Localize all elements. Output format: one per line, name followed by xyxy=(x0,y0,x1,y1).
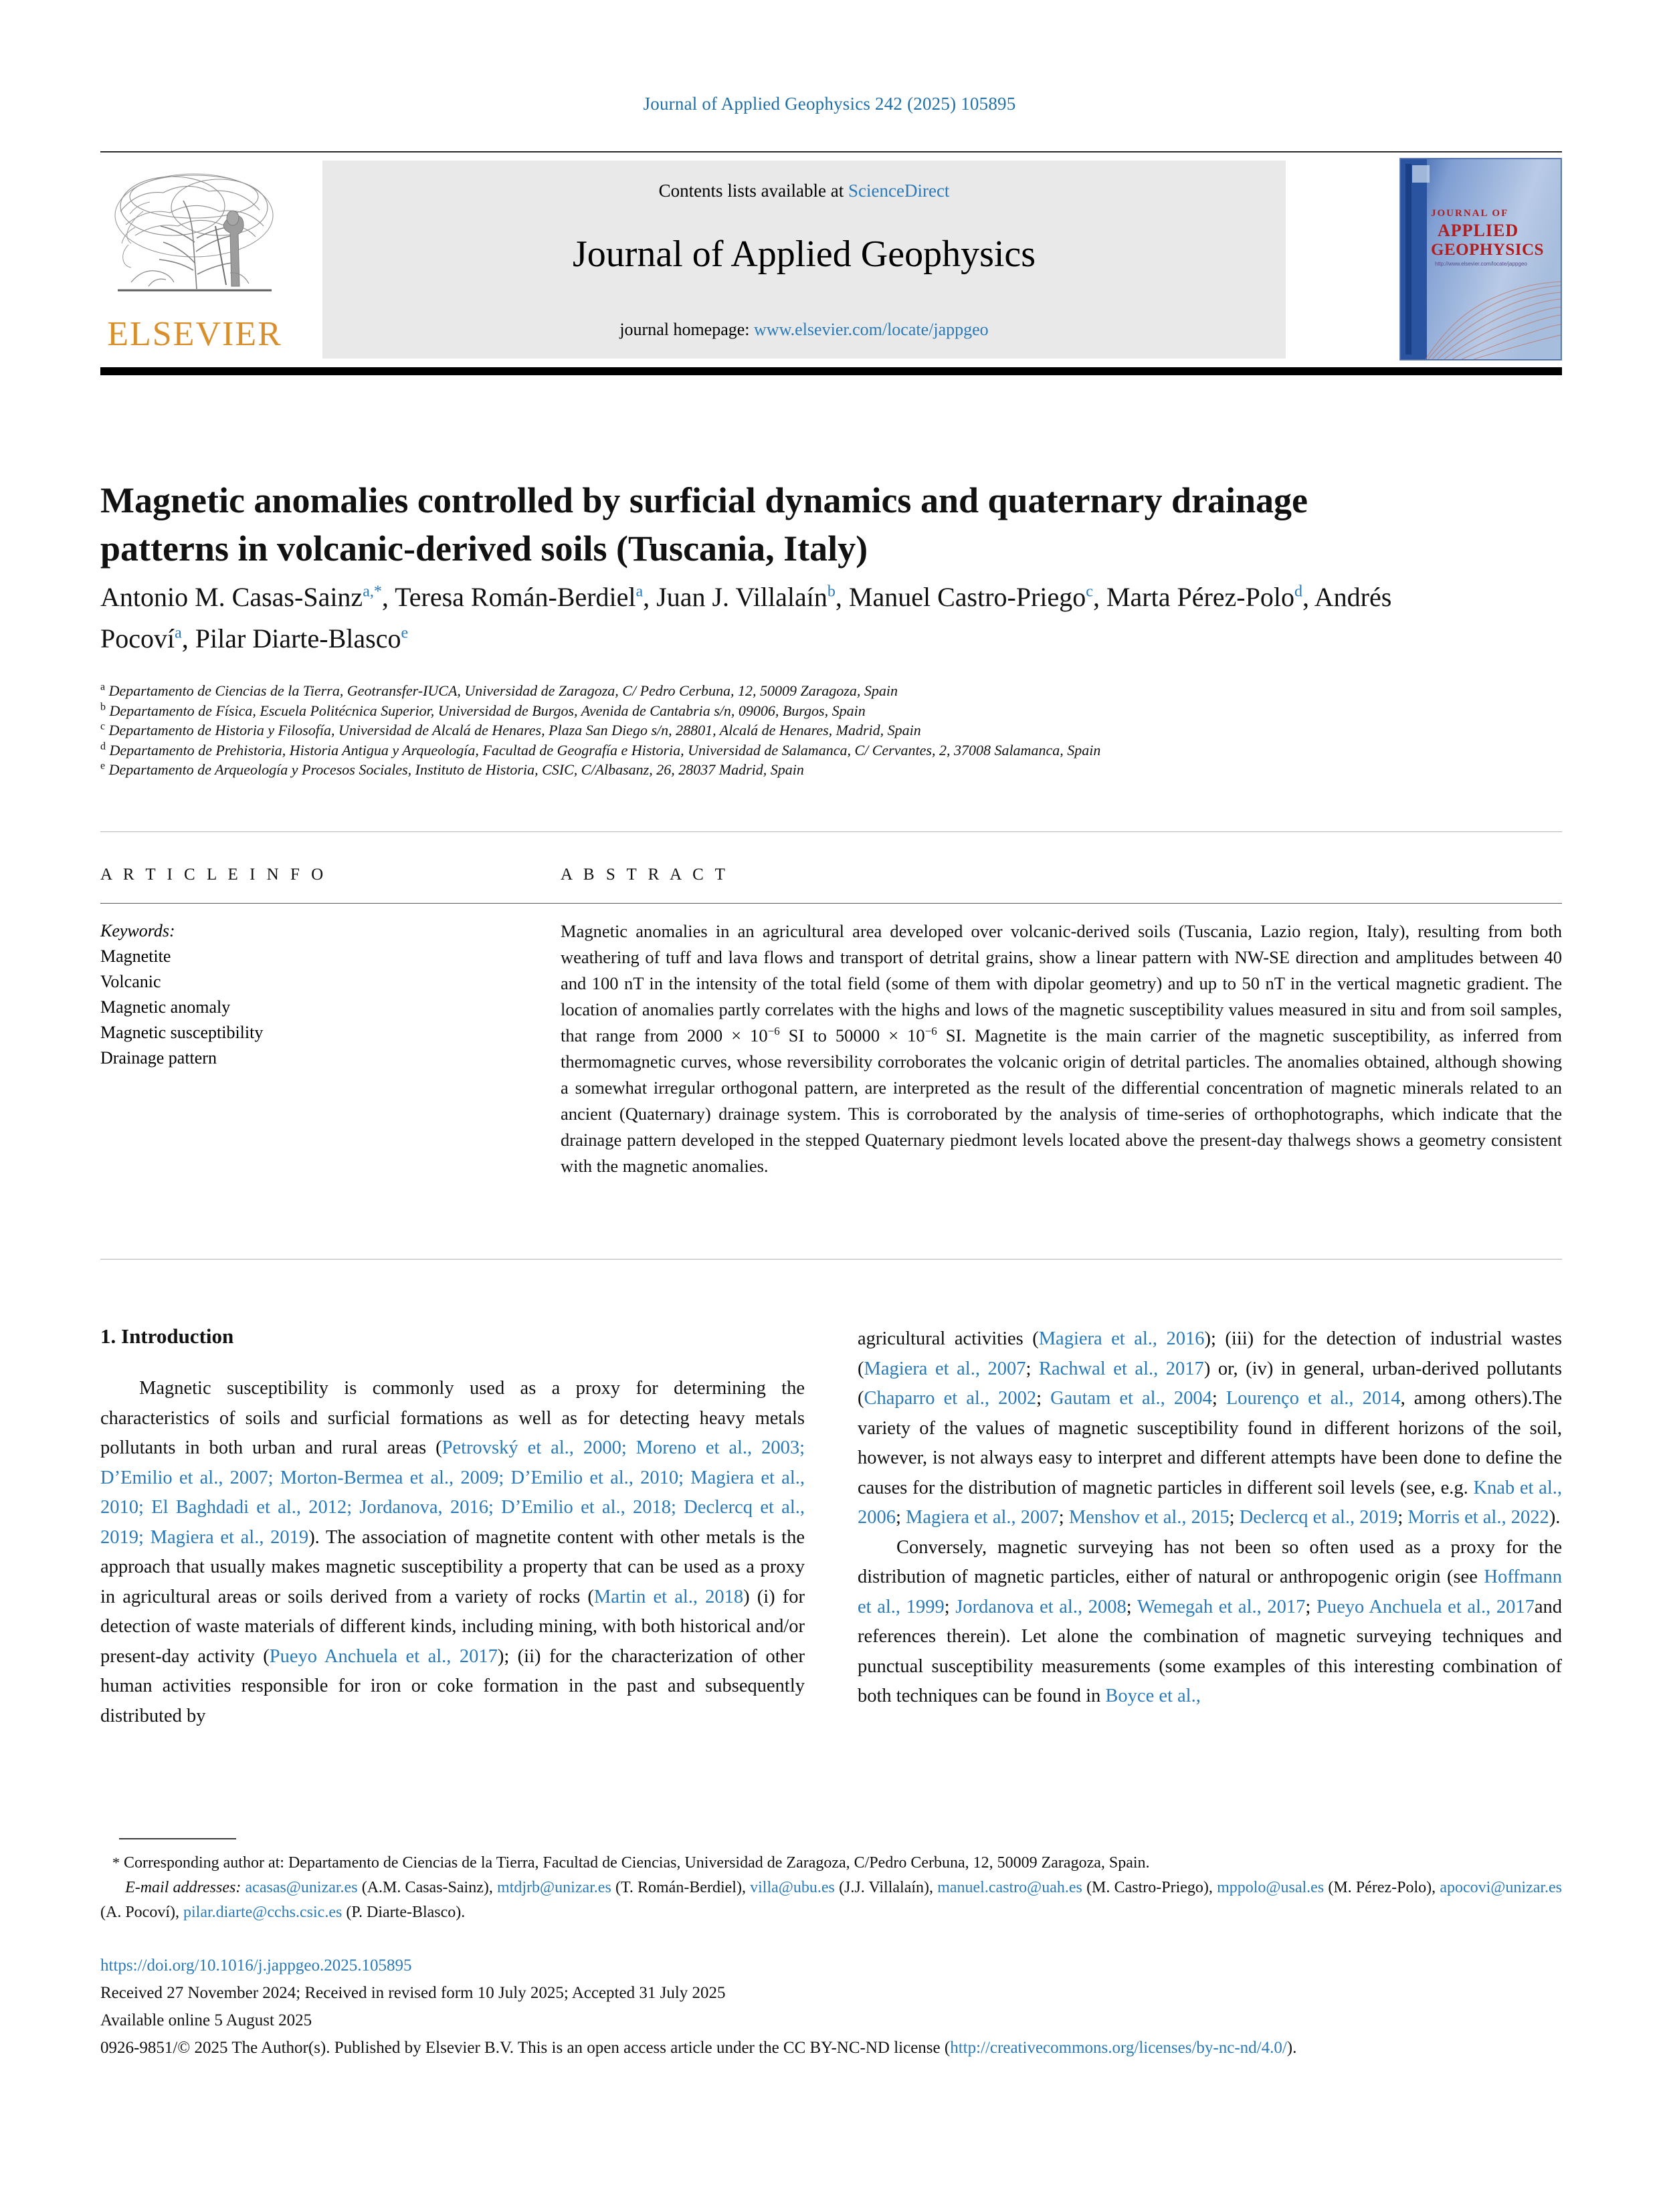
author[interactable]: Manuel Castro-Priego$^c$ xyxy=(848,582,1093,612)
text-run: and references therein). Let alone the combination of magnetic surveying techniques and punctual susceptibility measurements (some examples of this interesting combination of both techniques can be found in xyxy=(858,1596,1563,1706)
email-addresses-note xyxy=(100,1876,1562,1925)
copyright-license-line xyxy=(100,2034,1562,2062)
abstract-mid-1: SI to 50000 xyxy=(779,1025,889,1045)
abstract-block-bottom-rule xyxy=(100,1259,1562,1260)
contents-available-line xyxy=(322,181,1286,201)
text-run: ; xyxy=(1229,1507,1240,1528)
affiliation-mark: c xyxy=(100,720,106,732)
sciencedirect-link[interactable]: ScienceDirect xyxy=(848,181,950,201)
keyword-item: Magnetic susceptibility xyxy=(100,1023,264,1042)
abstract-part-2: SI. Magnetite is the main carrier of the magnetic susceptibility, as inferred from thermomagnetic curves, whose reversibility corroborates the volcanic origin of detrital particles. The anomalies obtained, although showing a somewhat irregular orthogonal pattern, are interpreted as the result of the differential concentration of magnetic minerals related to an ancient (Quaternary) drainage system. This is corroborated by the analysis of time-series of orthophotographs, which indicate that the drainage pattern developed in the stepped Quaternary piedmont levels located above the present-day thalwegs shows a geometry consistent with the magnetic anomalies. xyxy=(561,1025,1562,1176)
affiliation-text: Departamento de Prehistoria, Historia Antigua y Arqueología, Facultad de Geografía e Historia, Universidad de Salamanca, C/ Cervantes, 2, 37008 Salamanca, Spain xyxy=(109,741,1101,759)
citation-link[interactable]: Gautam et al., 2004 xyxy=(1050,1388,1212,1409)
email-link[interactable]: villa@ubu.es xyxy=(750,1879,835,1896)
article-info-heading: A R T I C L E I N F O xyxy=(100,866,327,884)
email-link[interactable]: pilar.diarte@cchs.csic.es xyxy=(183,1904,343,1921)
masthead-band xyxy=(322,161,1286,359)
corresponding-author-text: Corresponding author at: Departamento de Ciencias de la Tierra, Facultad de Ciencias, Universidad de Zaragoza, C/Pedro Cerbuna, 12, 50009 Zaragoza, Spain. xyxy=(120,1854,1150,1872)
abstract-sci-1: × $10^{-6}$ xyxy=(731,1025,780,1045)
svg-text:APPLIED: APPLIED xyxy=(1438,221,1519,240)
text-run: agricultural activities ( xyxy=(858,1328,1039,1349)
author[interactable]: Antonio M. Casas-Sainz$^{a,*}$ xyxy=(100,582,382,612)
abstract-heading: A B S T R A C T xyxy=(561,866,729,884)
text-run: ); (iii) for the detection of industrial wastes ( xyxy=(858,1328,1562,1379)
affiliation-text: Departamento de Física, Escuela Politécnica Superior, Universidad de Burgos, Avenida de Cantabria s/n, 09006, Burgos, Spain xyxy=(109,702,866,719)
copyright-closing: ). xyxy=(1286,2039,1297,2057)
citation-link[interactable]: Pueyo Anchuela et al., 2017 xyxy=(1316,1596,1535,1617)
affiliation-text: Departamento de Arqueología y Procesos Sociales, Instituto de Historia, CSIC, C/Albasanz, 26, 28037 Madrid, Spain xyxy=(108,761,804,778)
journal-homepage-link[interactable]: www.elsevier.com/locate/jappgeo xyxy=(754,320,989,339)
author[interactable]: Teresa Román-Berdiel$^a$ xyxy=(395,582,644,612)
abstract-divider xyxy=(561,903,1562,904)
author[interactable]: Pilar Diarte-Blasco$^e$ xyxy=(195,623,409,653)
author[interactable]: Marta Pérez-Polo$^d$ xyxy=(1106,582,1302,612)
journal-homepage-line xyxy=(322,320,1286,340)
section-heading-introduction: 1. Introduction xyxy=(100,1324,234,1348)
text-run: ; xyxy=(1058,1507,1069,1528)
keywords-block xyxy=(100,918,562,1071)
email-owner: (T. Román-Berdiel), xyxy=(611,1879,751,1896)
keyword-item: Volcanic xyxy=(100,972,161,991)
article-info-column xyxy=(100,866,562,1071)
masthead-top-rule xyxy=(100,151,1562,153)
affiliation xyxy=(100,701,1505,721)
citation-link[interactable]: Rachwal et al., 2017 xyxy=(1039,1358,1204,1379)
citation-link[interactable]: Magiera et al., 2007 xyxy=(864,1358,1026,1379)
paragraph xyxy=(858,1533,1562,1712)
author[interactable]: Andrés Pocoví$^a$ xyxy=(100,582,1392,653)
text-run: ; xyxy=(1126,1596,1137,1617)
email-owner: (A. Pocoví), xyxy=(100,1904,183,1921)
abstract-sci-2: × $10^{-6}$ xyxy=(888,1025,937,1045)
keyword-item: Magnetite xyxy=(100,946,171,966)
citation-link[interactable]: Chaparro et al., 2002 xyxy=(864,1388,1037,1409)
citation-link[interactable]: Petrovský et al., 2000; Moreno et al., 2003; D’Emilio et al., 2007; Morton-Bermea et al., 2009; D’Emilio et al., 2010; Magiera et al., 2010; El Baghdadi et al., 2012; Jordanova, 2016; D’Emilio et al., 2018; Declercq et al., 2019; Magiera et al., 2019 xyxy=(100,1437,805,1548)
email-link[interactable]: acasas@unizar.es xyxy=(245,1879,358,1896)
email-owner: (A.M. Casas-Sainz), xyxy=(357,1879,498,1896)
affiliation-mark: d xyxy=(100,740,106,752)
text-run: Conversely, magnetic surveying has not been so often used as a proxy for the distribution of magnetic particles, either of natural or anthropogenic origin (see xyxy=(858,1536,1562,1587)
email-link[interactable]: mtdjrb@unizar.es xyxy=(497,1879,611,1896)
article-info-divider xyxy=(100,903,562,904)
email-addresses-label: E-mail addresses: xyxy=(125,1879,241,1896)
text-run: ); (ii) for the characterization of other human activities responsible for iron or coke formation in the past and subsequently distributed by xyxy=(100,1645,805,1726)
affiliation xyxy=(100,681,1505,701)
affiliation xyxy=(100,720,1505,740)
corresponding-author-marker: * xyxy=(112,1854,120,1871)
received-dates: Received 27 November 2024; Received in revised form 10 July 2025; Accepted 31 July 2025 xyxy=(100,1984,726,2002)
email-owner: (J.J. Villalaín), xyxy=(834,1879,938,1896)
contents-prefix: Contents lists available at xyxy=(658,181,849,201)
email-link[interactable]: manuel.castro@uah.es xyxy=(937,1879,1082,1896)
citation-link[interactable]: Declercq et al., 2019 xyxy=(1239,1507,1398,1528)
citation-link[interactable]: Knab et al., 2006 xyxy=(858,1477,1562,1528)
citation-link[interactable]: Morris et al., 2022 xyxy=(1407,1507,1549,1528)
running-head: Journal of Applied Geophysics 242 (2025) 105895 xyxy=(643,94,1016,114)
text-run: Magnetic susceptibility is commonly used as a proxy for determining the characteristics of soils and surficial formations as well as for detecting heavy metals pollutants in both urban and rural areas ( xyxy=(100,1378,805,1458)
email-owner: (M. Pérez-Polo), xyxy=(1324,1879,1440,1896)
text-run: ; xyxy=(896,1507,906,1528)
text-run: ). The association of magnetite content with other metals is the approach that usually makes magnetic susceptibility a property that can be used as a proxy in agricultural areas or soils derived from a variety of rocks ( xyxy=(100,1526,805,1607)
text-run: ; xyxy=(1211,1388,1226,1409)
email-link[interactable]: mppolo@usal.es xyxy=(1217,1879,1325,1896)
keyword-item: Magnetic anomaly xyxy=(100,997,231,1017)
masthead-bottom-bar xyxy=(100,367,1562,375)
citation-link[interactable]: Menshov et al., 2015 xyxy=(1068,1507,1230,1528)
citation-link[interactable]: Pueyo Anchuela et al., 2017 xyxy=(269,1645,498,1667)
citation-link[interactable]: Wemegah et al., 2017 xyxy=(1137,1596,1306,1617)
citation-link[interactable]: Martin et al., 2018 xyxy=(593,1586,744,1607)
elsevier-logo xyxy=(100,161,291,359)
text-run: ) (i) for detection of waste materials of different kinds, including mining, with both historical and/or present-day activity ( xyxy=(100,1586,805,1667)
text-run: ). xyxy=(1549,1507,1561,1528)
affiliation-mark: a xyxy=(100,681,106,693)
citation-link[interactable]: Magiera et al., 2007 xyxy=(906,1507,1059,1528)
homepage-prefix: journal homepage: xyxy=(619,320,755,339)
journal-title: Journal of Applied Geophysics xyxy=(572,233,1036,275)
affiliation xyxy=(100,740,1505,761)
elsevier-tree-icon xyxy=(108,163,281,312)
doi-link[interactable]: https://doi.org/10.1016/j.jappgeo.2025.105895 xyxy=(100,1956,412,1975)
page-title: Magnetic anomalies controlled by surficial dynamics and quaternary drainage patterns in volcanic-derived soils (Tuscania, Italy) xyxy=(100,480,1308,569)
journal-masthead xyxy=(100,158,1562,359)
affiliation-mark: e xyxy=(100,760,106,772)
text-run: ; xyxy=(1026,1358,1040,1379)
text-run: ; xyxy=(1036,1388,1051,1409)
available-online-date: Available online 5 August 2025 xyxy=(100,2011,312,2029)
citation-link[interactable]: Boyce et al., xyxy=(1105,1686,1201,1706)
text-run: ; xyxy=(944,1596,956,1617)
footnote-rule xyxy=(119,1838,236,1839)
body-column-left xyxy=(100,1374,805,1731)
elsevier-wordmark: ELSEVIER xyxy=(107,315,282,353)
text-run: ) or, (iv) in general, urban-derived pollutants ( xyxy=(858,1358,1562,1409)
paragraph xyxy=(100,1374,805,1731)
affiliation xyxy=(100,760,1505,780)
keywords-label: Keywords: xyxy=(100,921,175,940)
citation-link[interactable]: Jordanova et al., 2008 xyxy=(955,1596,1127,1617)
journal-cover-thumbnail xyxy=(1399,158,1562,361)
author-list: Antonio M. Casas-Sainz$^{a,*}$, Teresa Román-Berdiel$^a$, Juan J. Villalaín$^b$, Manuel Castro-Priego$^c$, Marta Pérez-Polo$^d$, Andrés Pocoví$^a$, Pilar Diarte-Blasco$^e$ xyxy=(100,582,1392,653)
text-run: , among others).The variety of the values of magnetic susceptibility found in different horizons of the soil, however, is not always easy to interpret and different attempts have been done to define the causes for the distribution of magnetic particles in different soil levels (see, e.g. xyxy=(858,1388,1563,1498)
svg-text:JOURNAL OF: JOURNAL OF xyxy=(1431,208,1509,219)
abstract-text xyxy=(561,918,1562,1179)
citation-link[interactable]: Lourenço et al., 2014 xyxy=(1226,1388,1401,1409)
paragraph xyxy=(858,1324,1562,1533)
email-link[interactable]: apocovi@unizar.es xyxy=(1440,1879,1563,1896)
footnotes-block xyxy=(100,1850,1562,1925)
abstract-part-1: Magnetic anomalies in an agricultural area developed over volcanic-derived soils (Tuscania, Lazio region, Italy), resulting from both weathering of tuff and lava flows and transport of detrital grains, show a linear pattern with NW-SE direction and amplitudes between 40 and 100 nT in the intensity of the total field (some of them with dipolar geometry) and up to 50 nT in the vertical magnetic gradient. The location of anomalies partly correlates with the highs and lows of the magnetic susceptibility values measured in situ and from soil samples, that range from 2000 xyxy=(561,921,1562,1045)
citation-link[interactable]: Hoffmann et al., 1999 xyxy=(858,1567,1562,1617)
svg-text:http://www.elsevier.com/locate: http://www.elsevier.com/locate/jappgeo xyxy=(1435,261,1527,267)
corresponding-author-note xyxy=(100,1850,1562,1876)
publication-info-block xyxy=(100,1952,1562,2062)
svg-text:GEOPHYSICS: GEOPHYSICS xyxy=(1431,241,1544,259)
citation-link[interactable]: Magiera et al., 2016 xyxy=(1038,1328,1205,1349)
email-owner: (M. Castro-Priego), xyxy=(1082,1879,1217,1896)
email-owner: (P. Diarte-Blasco). xyxy=(342,1904,466,1921)
affiliation-list xyxy=(100,681,1505,780)
affiliation-mark: b xyxy=(100,701,106,713)
keyword-item: Drainage pattern xyxy=(100,1048,217,1068)
affiliation-text: Departamento de Ciencias de la Tierra, Geotransfer-IUCA, Universidad de Zaragoza, C/ Pedro Cerbuna, 12, 50009 Zaragoza, Spain xyxy=(108,682,898,699)
abstract-block-top-rule xyxy=(100,831,1562,832)
body-column-right xyxy=(858,1324,1562,1712)
affiliation-text: Departamento de Historia y Filosofía, Universidad de Alcalá de Henares, Plaza San Diego s/n, 28801, Alcalá de Henares, Madrid, Spain xyxy=(108,722,921,738)
text-run: ; xyxy=(1305,1596,1316,1617)
license-link[interactable]: http://creativecommons.org/licenses/by-nc-nd/4.0/ xyxy=(950,2039,1287,2057)
copyright-text: 0926-9851/© 2025 The Author(s). Published by Elsevier B.V. This is an open access article under the CC BY-NC-ND license ( xyxy=(100,2039,951,2057)
author[interactable]: Juan J. Villalaín$^b$ xyxy=(656,582,836,612)
text-run: ; xyxy=(1397,1507,1408,1528)
abstract-column xyxy=(561,866,1562,1179)
